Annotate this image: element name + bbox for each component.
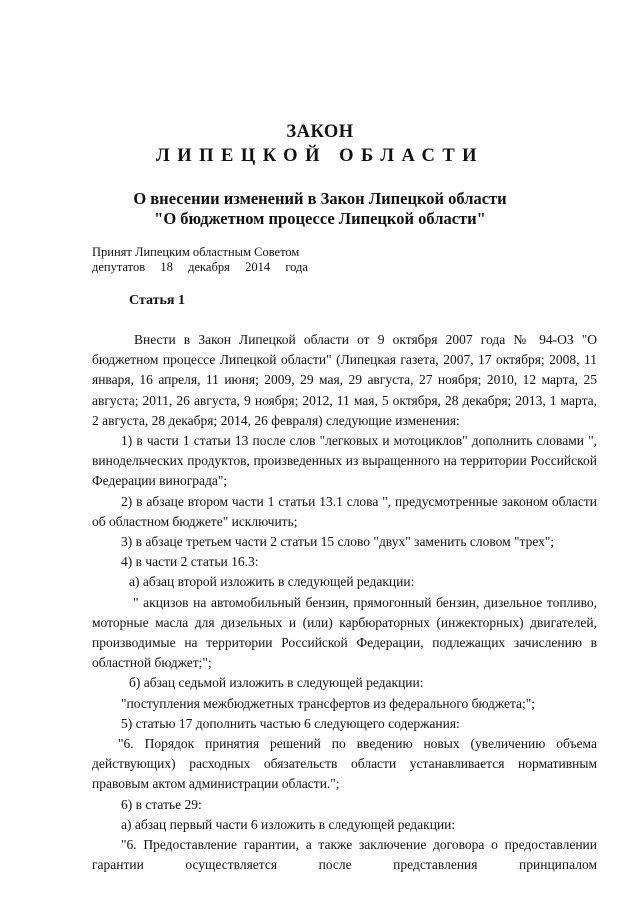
law-subtitle-line2: "О бюджетном процессе Липецкой области"	[154, 209, 486, 228]
paragraph-item-3: 3) в абзаце третьем части 2 статьи 15 слово "двух" заменить словом "трех";	[121, 534, 555, 550]
paragraph-item-5-text: "6. Порядок принятия решений по введению новых (увеличению объема действующих) расходных обязательств области устанавливается нормативным правовым актом администрации области.";	[92, 736, 597, 792]
paragraph-intro: Внести в Закон Липецкой области от 9 октября 2007 года № 94-ОЗ "О бюджетном процессе Липецкой области" (Липецкая газета, 2007, 17 октября; 2008, 11 января, 16 апреля, 11 июня; 2009, 29 мая, 29 августа, 27 ноября; 2010, 12 марта, 25 августа; 2011, 26 августа, 9 ноября; 2012, 11 мая, 5 октября, 28 декабря; 2013, 1 марта, 2 августа, 28 декабря; 2014, 26 февраля) следующие изменения:	[92, 332, 597, 428]
law-subtitle-line1: О внесении изменений в Закон Липецкой области	[133, 189, 507, 208]
law-title: ЗАКОН	[286, 122, 354, 142]
adoption-day: 18	[160, 260, 173, 274]
adoption-note	[92, 245, 308, 275]
article-heading: Статья 1	[129, 293, 185, 308]
paragraph-item-2: 2) в абзаце втором части 1 статьи 13.1 слова ", предусмотренные законом области об областном бюджете" исключить;	[92, 493, 597, 529]
paragraph-item-6: 6) в статье 29:	[121, 796, 202, 812]
paragraph-item-6a: а) абзац первый части 6 изложить в следующей редакции:	[121, 816, 456, 832]
document-body	[92, 330, 597, 875]
adoption-date-row	[92, 260, 308, 275]
paragraph-item-4a: а) абзац второй изложить в следующей редакции:	[129, 574, 415, 590]
paragraph-item-6a-text: "6. Предоставление гарантии, а также заключение договора о предоставлении гарантии осуществляется после представления принципалом	[92, 837, 597, 873]
paragraph-item-4b: б) абзац седьмой изложить в следующей редакции:	[129, 675, 424, 691]
paragraph-item-4b-text: "поступления межбюджетных трансфертов из федерального бюджета;";	[121, 695, 536, 711]
adoption-year: 2014	[245, 260, 271, 274]
paragraph-item-4a-text: " акцизов на автомобильный бензин, прямогонный бензин, дизельное топливо, моторные масла для дизельных и (или) карбюраторных (инжекторных) двигателей, производимые на территории Российской Федерации, подлежащих зачислению в областной бюджет;";	[92, 594, 597, 671]
adoption-deputies-word: депутатов	[92, 260, 146, 274]
adoption-year-word: года	[285, 260, 308, 274]
adoption-line1: Принят Липецким областным Советом	[92, 245, 300, 259]
paragraph-item-5: 5) статью 17 дополнить частью 6 следующего содержания:	[121, 715, 460, 731]
adoption-month: декабря	[188, 260, 230, 274]
paragraph-item-1: 1) в части 1 статьи 13 после слов "легковых и мотоциклов" дополнить словами ", винодельческих продуктов, произведенных из выращенного на территории Российской Федерации винограда";	[92, 433, 597, 489]
paragraph-item-4: 4) в части 2 статьи 16.3:	[121, 554, 259, 570]
region-title: ЛИПЕЦКОЙ ОБЛАСТИ	[155, 146, 485, 166]
